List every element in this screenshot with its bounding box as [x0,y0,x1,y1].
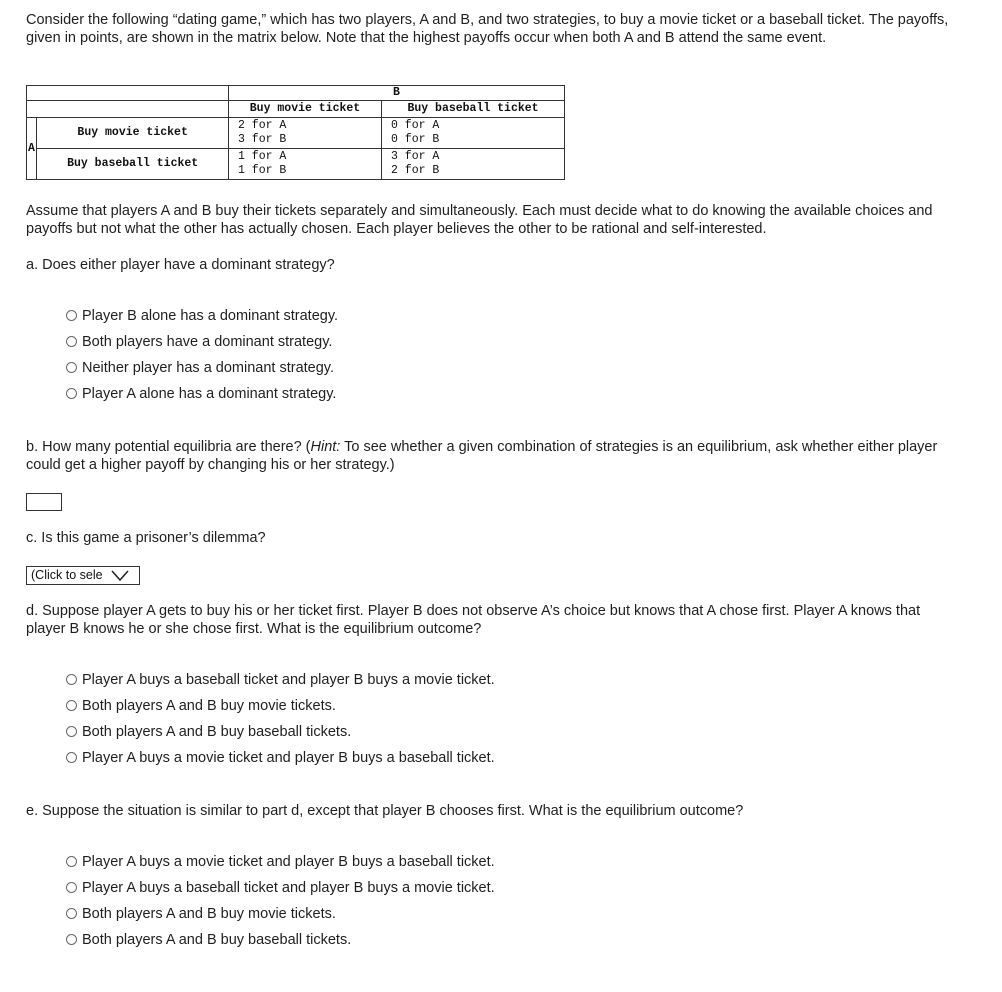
select-value[interactable]: (Click to sele [31,568,103,582]
payoff-b: 0 for B [391,133,440,146]
chevron-down-icon[interactable] [111,570,129,582]
radio-button[interactable] [66,700,77,711]
radio-option[interactable] [66,693,495,719]
option-label[interactable]: Player A buys a baseball ticket and player B buys a movie ticket. [82,880,495,896]
option-label[interactable]: Player B alone has a dominant strategy. [82,308,339,324]
radio-button[interactable] [66,310,77,321]
column-player-label: B [229,86,565,101]
option-label[interactable]: Both players A and B buy movie tickets. [82,906,336,922]
question-d-options [66,667,495,771]
payoff-b: 2 for B [391,164,440,177]
radio-button[interactable] [66,934,77,945]
option-label[interactable]: Both players A and B buy baseball tickets. [82,724,352,740]
equilibria-answer-input[interactable] [26,493,62,511]
radio-button[interactable] [66,726,77,737]
matrix-corner [27,86,229,101]
payoff-a: 0 for A [391,119,440,132]
payoff-b: 3 for B [238,133,287,146]
question-e-options [66,849,495,953]
row-header: Buy movie ticket [37,118,229,149]
radio-button[interactable] [66,674,77,685]
column-header: Buy baseball ticket [382,101,565,118]
question-b-text: b. How many potential equilibria are there? ( [26,439,311,455]
assumption-paragraph: Assume that players A and B buy their tickets separately and simultaneously. Each must decide what to do knowing the available choices and payoffs but not what the other has actually chosen. Each player believes the other to be rational and self-interested. [26,203,933,237]
payoff-matrix [26,85,565,180]
matrix-corner-lower [27,101,229,118]
radio-button[interactable] [66,752,77,763]
hint-label: Hint: [310,439,341,455]
radio-option[interactable] [66,381,338,407]
radio-button[interactable] [66,362,77,373]
question-a-options [66,303,338,407]
payoff-a: 2 for A [238,119,287,132]
radio-button[interactable] [66,336,77,347]
question-a: a. Does either player have a dominant strategy? [26,257,335,273]
radio-option[interactable] [66,719,495,745]
payoff-b: 1 for B [238,164,287,177]
row-header: Buy baseball ticket [37,149,229,180]
question-e: e. Suppose the situation is similar to part d, except that player B chooses first. What is the equilibrium outcome? [26,803,744,819]
payoff-cell [382,118,565,149]
payoff-cell [382,149,565,180]
option-label[interactable]: Both players have a dominant strategy. [82,334,333,350]
prisoners-dilemma-select[interactable] [26,566,140,585]
radio-option[interactable] [66,849,495,875]
question-c: c. Is this game a prisoner’s dilemma? [26,530,266,546]
radio-option[interactable] [66,355,338,381]
payoff-cell [229,149,382,180]
radio-option[interactable] [66,329,338,355]
radio-option[interactable] [66,667,495,693]
radio-button[interactable] [66,388,77,399]
payoff-a: 3 for A [391,150,440,163]
option-label[interactable]: Player A buys a baseball ticket and player B buys a movie ticket. [82,672,495,688]
radio-option[interactable] [66,927,495,953]
payoff-a: 1 for A [238,150,287,163]
radio-button[interactable] [66,908,77,919]
radio-button[interactable] [66,882,77,893]
question-b-text-rest: To see whether a given combination of strategies is an equilibrium, ask whether either player could get a higher payoff by changing his or her strategy.) [26,439,938,473]
option-label[interactable]: Player A buys a movie ticket and player B buys a baseball ticket. [82,750,495,766]
payoff-cell [229,118,382,149]
radio-option[interactable] [66,745,495,771]
option-label[interactable]: Both players A and B buy baseball tickets. [82,932,352,948]
row-player-label: A [27,118,37,180]
radio-option[interactable] [66,901,495,927]
question-d: d. Suppose player A gets to buy his or her ticket first. Player B does not observe A’s choice but knows that A chose first. Player A knows that player B knows he or she chose first. What is the equilibrium outcome? [26,603,921,637]
question-b [26,438,956,474]
option-label[interactable]: Player A alone has a dominant strategy. [82,386,337,402]
intro-paragraph: Consider the following “dating game,” which has two players, A and B, and two strategies, to buy a movie ticket or a baseball ticket. The payoffs, given in points, are shown in the matrix below. Note that the highest payoffs occur when both A and B attend the same event. [26,12,949,46]
option-label[interactable]: Both players A and B buy movie tickets. [82,698,336,714]
option-label[interactable]: Neither player has a dominant strategy. [82,360,335,376]
radio-button[interactable] [66,856,77,867]
radio-option[interactable] [66,303,338,329]
column-header: Buy movie ticket [229,101,382,118]
radio-option[interactable] [66,875,495,901]
option-label[interactable]: Player A buys a movie ticket and player B buys a baseball ticket. [82,854,495,870]
